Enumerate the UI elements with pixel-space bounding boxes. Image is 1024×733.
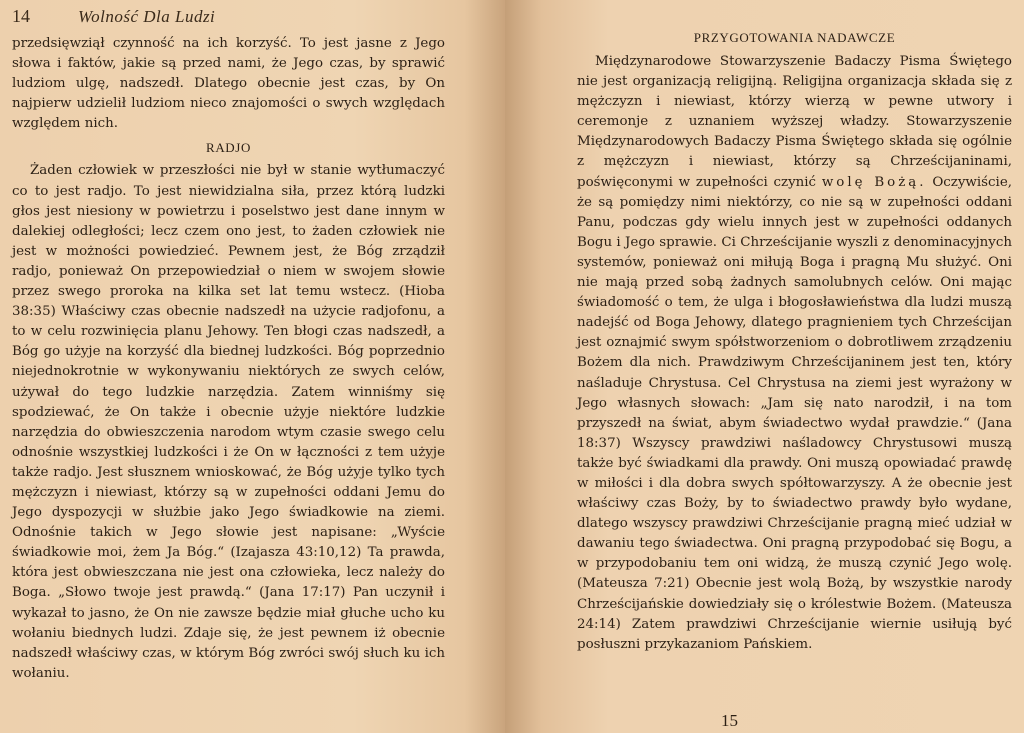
left-page <box>0 0 505 733</box>
right-page <box>505 0 1024 733</box>
przygotowania-paragraph <box>577 52 1012 655</box>
paragraph-text-before: Międzynarodowe Stowarzyszenie Badaczy Pisma Świętego nie jest organizacją religijną. Religijna organizacja składa się z mężczyzn i niewiast, którzy wierzą w pewne utwory i ceremonje z uznaniem wyższej władzy. Stowarzyszenie Międzynarodowych Badaczy Pisma Świętego składa się ogólnie z mężczyzn i niewiast, którzy są Chrześcijaninami, poświęconymi w zupełności czynić <box>577 54 1012 190</box>
running-title: Wolność Dla Ludzi <box>78 7 216 26</box>
section-title-przygotowania: PRZYGOTOWANIA NADAWCZE <box>693 30 896 45</box>
intro-paragraph: przedsięwziął czynność na ich korzyść. To jest jasne z Jego słowa i faktów, jakie są przed nami, że Jego czas, by sprawić ludziom ulgę, nadszedł. Dlatego obecnie jest czas, by On najpierw udzielił ludziom nieco znajomości o swych względach względem nich. <box>12 36 445 132</box>
paragraph-text-after: Oczywiście, że są pomiędzy nimi niektórzy, co nie są w zupełności oddani Panu, podczas gdy wielu innych jest w zupełności oddanych Bogu i Jego sprawie. Ci Chrześcijanie wyszli z denominacyjnych systemów, ponieważ oni miłują Boga i pragną Mu służyć. Oni nie mają przed sobą żadnych samolubnych celów. Oni mając świadomość o tem, że ulga i błogosławieństwa dla ludzi muszą nadejść od Boga Jehowy, dlatego pragnieniem tych Chrześcijan jest oznajmić swym spółstworzeniom o dobrotliwem zrządzeniu Bożem dla nich. Prawdziwym Chrześcijaninem jest ten, który naśladuje Chrystusa. Cel Chrystusa na ziemi jest wyrażony w Jego własnych słowach: „Jam się nato narodził, i na tom przyszedł na świat, abym świadectwo wydał prawdzie.“ (Jana 18:37) Wszyscy prawdziwi naśladowcy Chrystusowi muszą także być świadkami dla prawdy. Oni muszą opowiadać prawdę w miłości i dla dobra swych spółtowarzyszy. A że obecnie jest właściwy czas Boży, by to świadectwo prawdy było wydane, dlatego wszyscy prawdziwi Chrześcijanie pragną mieć udział w dawaniu tego świadectwa. Oni pragną przypodobać się Bogu, a w przypodobaniu tem oni widzą, że muszą czynić Jego wolę. (Mateusza 7:21) Obecnie jest wolą Bożą, by wszystkie narody Chrześcijańskie dowiedziały się o królestwie Bożem. (Mateusza 24:14) Zatem prawdziwi Chrześcijanie wiernie usiłują być posłuszni przykazaniom Pańskiem. <box>577 174 1013 652</box>
spaced-phrase: wolę Bożą. <box>821 174 927 190</box>
section-title-radjo: RADJO <box>206 140 251 156</box>
page-number: 14 <box>12 6 30 26</box>
running-header <box>12 6 445 34</box>
page-number: 15 <box>721 711 738 730</box>
radjo-paragraph: Żaden człowiek w przeszłości nie był w stanie wytłumaczyć co to jest radjo. To jest niewidzialna siła, przez którą ludzki głos jest niesiony w powietrzu i poselstwo jest dane innym w dalekiej odległości; lecz czem ono jest, to żaden człowiek nie jest w możności powiedzieć. Pewnem jest, że Bóg zrządził radjo, ponieważ On przepowiedział o niem w swojem słowie przez swego proroka na kilka set lat temu wstecz. (Hioba 38:35) Właściwy czas obecnie nadszedł na użycie radjofonu, a to w celu rozwinięcia planu Jehowy. Ten błogi czas nadszedł, a Bóg go użyje na korzyść dla biednej ludzkości. Bóg poprzednio niejednokrotnie w wykonywaniu niektórych ze swych celów, używał do tego ludzkie narzędzia. Zatem winniśmy się spodziewać, że On także i obecnie użyje niektóre ludzkie narzędzia do obwieszczenia narodom wtym czasie swego celu odnośnie wszystkiej ludzkości i że On w łączności z tem użyje także radjo. Jest słusznem wnioskować, że Bóg użyje tylko tych mężczyzn i niewiast, którzy są w zupełności oddani Jemu do Jego dyspozycji w służbie jako Jego świadkowie na ziemi. Odnośnie takich w Jego słowie jest napisane: „Wyście świadkowie moi, żem Ja Bóg.“ (Izajasza 43:10,12) Ta prawda, która jest obwieszczana nie jest ona człowieka, lecz należy do Boga. „Słowo twoje jest prawdą.“ (Jana 17:17) Pan uczynił i wykazał to jasno, że On nie zawsze będzie miał głuche ucho ku wołaniu biednych ludzi. Zdaje się, że jest pewnem iż obecnie nadszedł właściwy czas, w którym Bóg zwróci swój słuch ku ich wołaniu. <box>12 163 445 681</box>
